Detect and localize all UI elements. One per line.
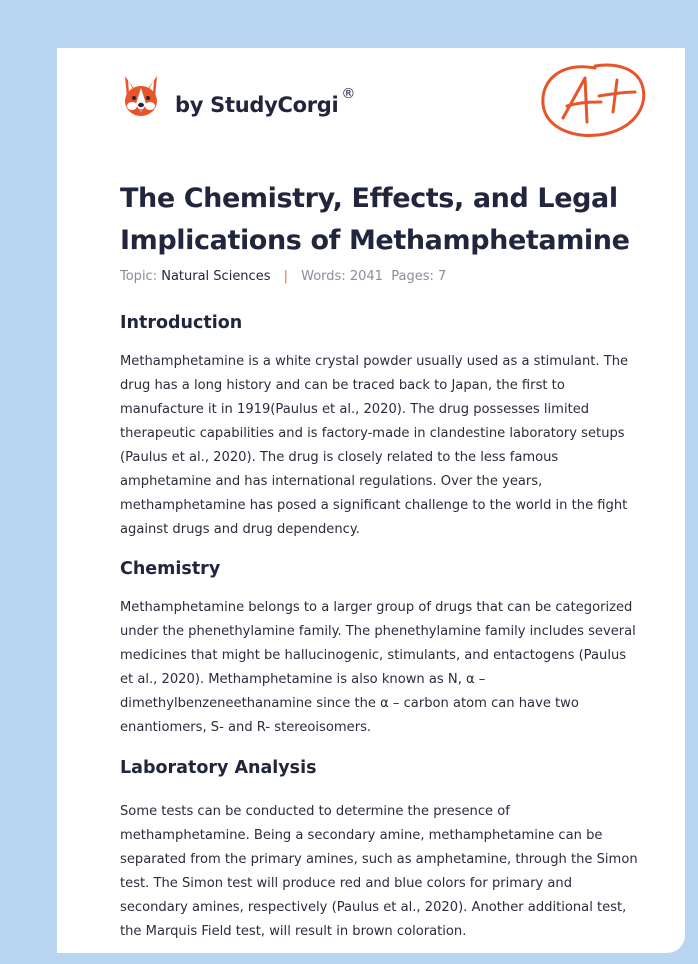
section-body-chemistry: Methamphetamine belongs to a larger group of drugs that can be categorized under the phenethylamine family. The phenethylamine family includes several medicines that might be hallucinogenic, stimulants, and entactogens (Paulus et al., 2020). Methamphetamine is also known as N, α – dimethylbenzeneethanamine since the α – carbon atom can have two enantiomers, S- and R- stereoisomers. <box>120 600 636 735</box>
pages-label: Pages: <box>391 269 434 284</box>
words-label: Words: <box>301 269 346 284</box>
meta-separator: | <box>283 269 288 284</box>
section-heading-introduction: Introduction <box>120 313 243 333</box>
words-value: 2041 <box>349 269 383 284</box>
registered-mark: ® <box>341 86 356 102</box>
brand-wordmark: StudyCorgi <box>210 93 339 117</box>
pages-value: 7 <box>437 269 447 284</box>
section-body-laboratory-analysis: Some tests can be conducted to determine the presence of methamphetamine. Being a secondary amine, methamphetamine can be separated from the primary amines, such as amphetamine, through the Simon test. The Simon test will produce red and blue colors for primary and secondary amines, respectively (Paulus et al., 2020). Another additional test, the Marquis Field test, will result in brown coloration. <box>120 804 638 939</box>
grade-label: A+ <box>537 58 539 59</box>
section-body-introduction: Methamphetamine is a white crystal powder usually used as a stimulant. The drug has a long history and can be traced back to Japan, the first to manufacture it in 1919(Paulus et al., 2020). The drug possesses limited therapeutic capabilities and is factory-made in clandestine laboratory setups (Paulus et al., 2020). The drug is closely related to the less famous amphetamine and has international regulations. Over the years, methamphetamine has posed a significant challenge to the world in the fight against drugs and drug dependency. <box>120 354 629 537</box>
document-meta <box>120 269 446 284</box>
topic-value[interactable]: Natural Sciences <box>161 269 271 284</box>
topic-label: Topic: <box>120 269 158 284</box>
document-page <box>57 48 685 953</box>
a-plus-grade-icon <box>537 58 649 146</box>
brand-prefix: by <box>175 93 211 117</box>
section-heading-laboratory-analysis: Laboratory Analysis <box>120 758 317 778</box>
page-title: The Chemistry, Effects, and Legal Implications of Methamphetamine <box>120 183 630 256</box>
brand-name[interactable] <box>175 86 356 117</box>
section-heading-chemistry: Chemistry <box>120 559 221 579</box>
corgi-logo-icon[interactable] <box>121 74 161 120</box>
